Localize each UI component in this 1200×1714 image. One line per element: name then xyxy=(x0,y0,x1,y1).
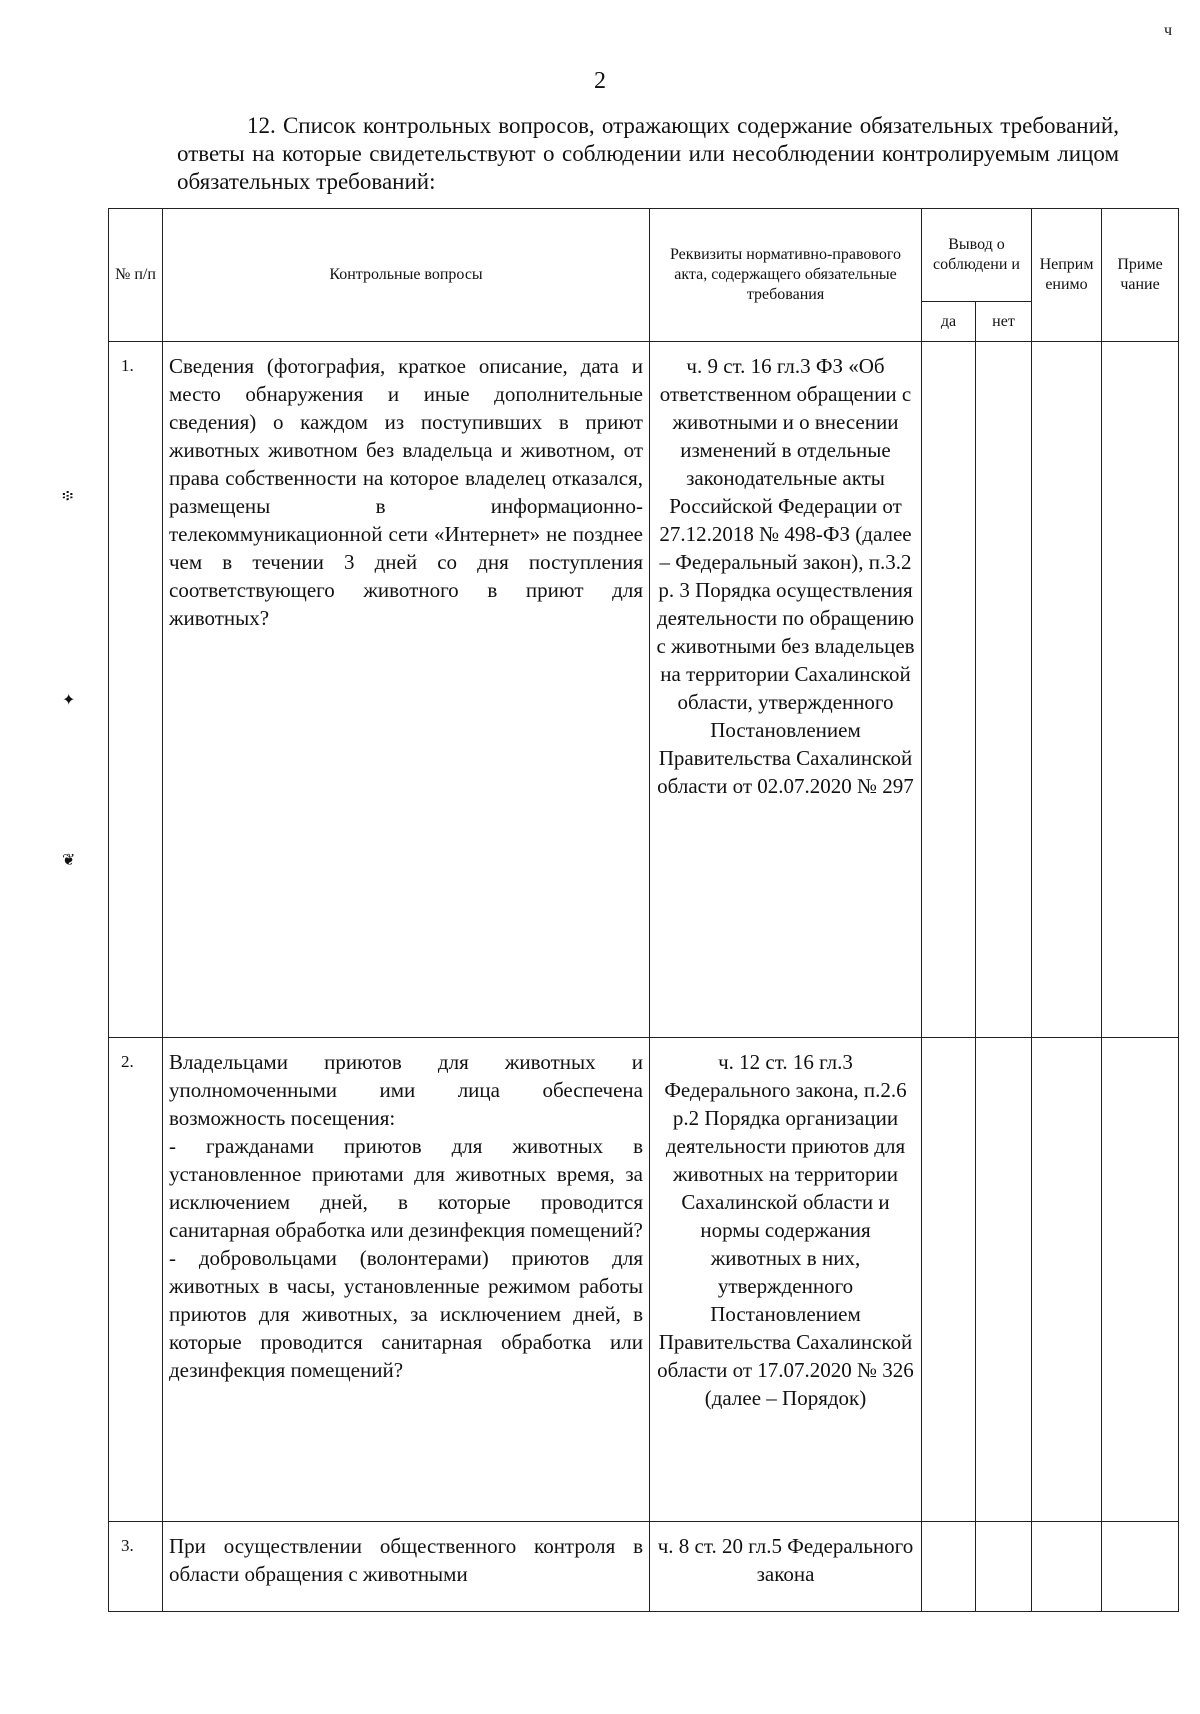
checklist-table xyxy=(108,208,1179,1612)
legal-reference: ч. 12 ст. 16 гл.3 Федерального закона, п.2.6 р.2 Порядка организации деятельности приютов для животных на территории Сахалинской области и нормы содержания животных в них, утвержденного Постановлением Правительства Сахалинской области от 17.07.2020 № 326 (далее – Порядок) xyxy=(650,1038,922,1522)
answer-yes-cell[interactable] xyxy=(922,1522,976,1612)
intro-text: 12. Список контрольных вопросов, отражающих содержание обязательных требований, ответы на которые свидетельствуют о соблюдении или несоблюдении контролируемым лицом обязательных требований: xyxy=(177,113,1119,194)
header-no: нет xyxy=(976,302,1032,342)
not-applicable-cell[interactable] xyxy=(1032,1522,1102,1612)
note-cell[interactable] xyxy=(1102,1522,1179,1612)
answer-yes-cell[interactable] xyxy=(922,342,976,1038)
intro-paragraph xyxy=(177,112,1119,196)
header-not-applicable: Неприм енимо xyxy=(1032,209,1102,342)
table-row xyxy=(109,342,1179,1038)
row-number: 2. xyxy=(109,1038,163,1522)
header-compliance: Вывод о соблюдени и xyxy=(922,209,1032,302)
answer-no-cell[interactable] xyxy=(976,1522,1032,1612)
page-number: 2 xyxy=(594,68,606,94)
not-applicable-cell[interactable] xyxy=(1032,342,1102,1038)
note-cell[interactable] xyxy=(1102,342,1179,1038)
header-note: Приме чание xyxy=(1102,209,1179,342)
question-line: - добровольцами (волонтерами) приютов для животных в часы, установленные режимом работы приютов для животных, за исключением дней, в которые проводится санитарная обработка или дезинфекция помещений? xyxy=(169,1246,643,1382)
row-number: 3. xyxy=(109,1522,163,1612)
header-reference: Реквизиты нормативно-правового акта, содержащего обязательные требования xyxy=(650,209,922,342)
header-question: Контрольные вопросы xyxy=(163,209,650,342)
answer-yes-cell[interactable] xyxy=(922,1038,976,1522)
corner-mark: ч xyxy=(1163,22,1172,39)
table-row xyxy=(109,1038,1179,1522)
header-row xyxy=(109,209,1179,302)
table-row xyxy=(109,1522,1179,1612)
not-applicable-cell[interactable] xyxy=(1032,1038,1102,1522)
note-cell[interactable] xyxy=(1102,1038,1179,1522)
control-question: Сведения (фотография, краткое описание, дата и место обнаружения и иные дополнительные сведения) о каждом из поступивших в приют животных животном без владельца и животном, от права собственности на которое владелец отказался, размещены в информационно-телекоммуникационной сети «Интернет» не позднее чем в течении 3 дней со дня поступления соответствующего животного в приют для животных? xyxy=(163,342,650,1038)
row-number: 1. xyxy=(109,342,163,1038)
legal-reference: ч. 9 ст. 16 гл.3 ФЗ «Об ответственном обращении с животными и о внесении изменений в отдельные законодательные акты Российской Федерации от 27.12.2018 № 498-ФЗ (далее – Федеральный закон), п.3.2 р. 3 Порядка осуществления деятельности по обращению с животными без владельцев на территории Сахалинской области, утвержденного Постановлением Правительства Сахалинской области от 02.07.2020 № 297 xyxy=(650,342,922,1038)
answer-no-cell[interactable] xyxy=(976,1038,1032,1522)
header-num: № п/п xyxy=(109,209,163,342)
question-line: - гражданами приютов для животных в установленное приютами для животных время, за исключением дней, в которые проводится санитарная обработка или дезинфекция помещений? xyxy=(169,1134,643,1242)
control-question xyxy=(163,1038,650,1522)
margin-scan-mark: ❦ xyxy=(62,852,76,869)
control-question: При осуществлении общественного контроля в области обращения с животными xyxy=(163,1522,650,1612)
header-yes: да xyxy=(922,302,976,342)
margin-scan-mark: ✦ xyxy=(62,692,76,709)
margin-scan-mark: ፨ xyxy=(62,488,74,505)
question-line: Владельцами приютов для животных и уполномоченными ими лица обеспечена возможность посещения: xyxy=(169,1050,643,1130)
answer-no-cell[interactable] xyxy=(976,342,1032,1038)
legal-reference: ч. 8 ст. 20 гл.5 Федерального закона xyxy=(650,1522,922,1612)
